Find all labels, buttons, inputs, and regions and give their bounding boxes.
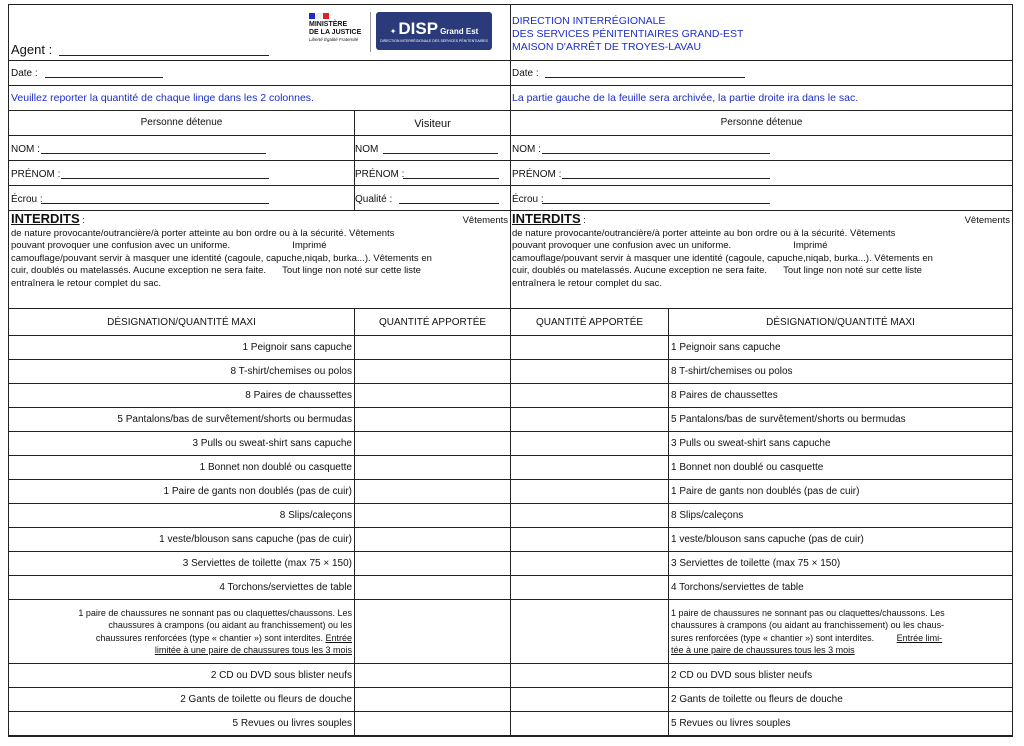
shoes-line2: chaussures à crampons (ou aidant au franchissement) ou les	[108, 620, 352, 630]
marianne-flag-icon	[309, 13, 371, 19]
detenu-prenom-row	[511, 161, 1012, 186]
shoes-line1: 1 paire de chaussures ne sonnant pas ou claquettes/chaussons. Les	[78, 607, 352, 618]
item-designation: 3 Pulls ou sweat-shirt sans capuche	[669, 432, 1013, 456]
shoes-line1: 1 paire de chaussures ne sonnant pas ou claquettes/chaussons. Les	[671, 607, 945, 618]
shoes-line3-underline: Entrée limi-	[896, 632, 943, 643]
prenom-label: PRÉNOM :	[512, 169, 562, 180]
item-designation-shoes	[669, 600, 1013, 664]
visiteur-nom-input-line[interactable]	[383, 143, 498, 154]
item-designation: 1 Peignoir sans capuche	[9, 336, 355, 360]
item-designation: 3 Serviettes de toilette (max 75 × 150)	[669, 552, 1013, 576]
instructions-left: Veuillez reporter la quantité de chaque linge dans les 2 colonnes.	[11, 92, 314, 104]
item-designation: 4 Torchons/serviettes de table	[669, 576, 1013, 600]
item-designation: 2 Gants de toilette ou fleurs de douche	[669, 688, 1013, 712]
quantity-cell[interactable]	[511, 552, 669, 576]
item-designation: 2 CD ou DVD sous blister neufs	[9, 664, 355, 688]
right-instructions	[511, 86, 1012, 111]
shoes-line4-underline: limitée à une paire de chaussures tous les 3 mois	[154, 645, 352, 655]
shoes-line3-underline: Entrée	[325, 632, 352, 643]
shoes-line4-underline: tée à une paire de chaussures tous les 3 mois	[671, 645, 855, 655]
quantity-cell[interactable]	[355, 480, 511, 504]
quantity-cell[interactable]	[511, 576, 669, 600]
item-designation: 8 Paires de chaussettes	[9, 384, 355, 408]
quantity-cell[interactable]	[511, 384, 669, 408]
quantity-cell[interactable]	[355, 432, 511, 456]
item-designation-shoes	[9, 600, 355, 664]
prenom-label: PRÉNOM :	[11, 169, 61, 180]
right-interdits	[511, 211, 1012, 309]
quantity-cell[interactable]	[355, 688, 511, 712]
date-label: Date :	[11, 68, 38, 79]
interdits-colon: :	[583, 215, 586, 226]
left-date-row	[9, 61, 510, 86]
interdits-line3: camouflage/pouvant servir à masquer une identité (cagoule, capuche,niqab, burka...). Vêtements en	[11, 252, 432, 264]
visiteur-nom-label: NOM	[355, 144, 379, 155]
left-instructions	[9, 86, 510, 111]
interdits-imprime: Imprimé	[793, 240, 828, 251]
date-input-line[interactable]	[545, 67, 745, 78]
detenu-ecrou-row	[511, 186, 1012, 211]
item-designation: 8 T-shirt/chemises ou polos	[669, 360, 1013, 384]
item-designation: 8 Paires de chaussettes	[669, 384, 1013, 408]
quantity-cell[interactable]	[355, 576, 511, 600]
left-form	[8, 4, 511, 737]
quantity-cell[interactable]	[511, 360, 669, 384]
item-designation: 3 Serviettes de toilette (max 75 × 150)	[9, 552, 355, 576]
item-designation: 1 Paire de gants non doublés (pas de cuir)	[9, 480, 355, 504]
quantity-cell[interactable]	[511, 336, 669, 360]
nom-label: NOM :	[512, 144, 541, 155]
disp-logo	[376, 12, 492, 50]
instructions-right: La partie gauche de la feuille sera archivée, la partie droite ira dans le sac.	[512, 92, 859, 104]
quantity-cell[interactable]	[511, 664, 669, 688]
item-designation: 5 Pantalons/bas de survêtement/shorts ou bermudas	[669, 408, 1013, 432]
quantity-cell[interactable]	[355, 360, 511, 384]
direction-line1: DIRECTION INTERRÉGIONALE	[512, 15, 666, 27]
col-designation-header: DÉSIGNATION/QUANTITÉ MAXI	[9, 309, 355, 336]
interdits-colon: :	[82, 215, 85, 226]
shoes-line3: chaussures renforcées (type « chantier ») sont interdites.	[95, 632, 323, 643]
interdits-line2: pouvant provoquer une confusion avec un uniforme.	[11, 240, 231, 251]
left-interdits	[9, 211, 510, 309]
left-items-table	[8, 308, 511, 736]
visiteur-prenom-row	[355, 161, 510, 186]
item-designation: 2 Gants de toilette ou fleurs de douche	[9, 688, 355, 712]
item-designation: 4 Torchons/serviettes de table	[9, 576, 355, 600]
quantity-cell[interactable]	[511, 600, 669, 664]
quantity-cell[interactable]	[355, 552, 511, 576]
visiteur-qualite-row	[355, 186, 510, 210]
visiteur-nom-row	[355, 136, 510, 161]
detenu-nom-row	[9, 136, 354, 161]
item-designation: 1 Peignoir sans capuche	[669, 336, 1013, 360]
interdits-vetements: Vêtements	[462, 215, 508, 226]
ecrou-input-line[interactable]	[41, 193, 269, 204]
prenom-input-line[interactable]	[562, 168, 770, 179]
disp-star-icon: ✦	[389, 26, 397, 36]
detenu-title: Personne détenue	[9, 111, 354, 136]
agent-label: Agent :	[11, 42, 53, 57]
interdits-title: INTERDITS	[11, 211, 80, 226]
ministry-logo	[309, 13, 371, 42]
shoes-line2: chaussures à crampons (ou aidant au franchissement) ou les chaus-	[671, 620, 945, 630]
detenu-col	[9, 111, 355, 210]
quantity-cell[interactable]	[511, 688, 669, 712]
interdits-vetements: Vêtements	[964, 215, 1010, 226]
interdits-line3: camouflage/pouvant servir à masquer une identité (cagoule, capuche,niqab, burka...). Vêtements en	[512, 252, 933, 264]
left-identity	[9, 111, 510, 211]
quantity-cell[interactable]	[355, 384, 511, 408]
quantity-cell[interactable]	[355, 504, 511, 528]
ecrou-label: Écrou :	[11, 194, 43, 205]
quantity-cell[interactable]	[511, 712, 669, 736]
visiteur-title: Visiteur	[355, 111, 510, 136]
quantity-cell[interactable]	[355, 600, 511, 664]
right-items-table	[510, 308, 1013, 736]
visiteur-prenom-label: PRÉNOM :	[355, 169, 405, 180]
quantity-cell[interactable]	[355, 712, 511, 736]
item-designation: 1 veste/blouson sans capuche (pas de cuir)	[9, 528, 355, 552]
ecrou-input-line[interactable]	[542, 193, 770, 204]
item-designation: 1 veste/blouson sans capuche (pas de cuir)	[669, 528, 1013, 552]
visiteur-col	[355, 111, 510, 210]
item-designation: 5 Pantalons/bas de survêtement/shorts ou bermudas	[9, 408, 355, 432]
direction-line3: MAISON D'ARRÊT DE TROYES-LAVAU	[512, 41, 702, 53]
quantity-cell[interactable]	[355, 664, 511, 688]
shoes-line3: sures renforcées (type « chantier ») sont interdites.	[671, 632, 875, 643]
item-designation: 1 Bonnet non doublé ou casquette	[9, 456, 355, 480]
nom-label: NOM :	[11, 144, 40, 155]
interdits-imprime: Imprimé	[292, 240, 327, 251]
interdits-line5: entraînera le retour complet du sac.	[512, 277, 662, 289]
disp-logo-text: DISP	[398, 18, 439, 38]
interdits-line4b: Tout linge non noté sur cette liste	[783, 265, 922, 276]
quantity-cell[interactable]	[511, 528, 669, 552]
right-header	[511, 5, 1012, 61]
detenu-ecrou-row	[9, 186, 354, 210]
detenu-nom-row	[511, 136, 1012, 161]
right-date-row	[511, 61, 1012, 86]
quantity-cell[interactable]	[511, 408, 669, 432]
date-label: Date :	[512, 68, 539, 79]
ministry-line2: DE LA JUSTICE	[309, 29, 362, 36]
item-designation: 1 Bonnet non doublé ou casquette	[669, 456, 1013, 480]
logo-divider	[370, 12, 371, 52]
quantity-cell[interactable]	[355, 408, 511, 432]
interdits-title: INTERDITS	[512, 211, 581, 226]
qualite-input-line[interactable]	[399, 193, 499, 204]
item-designation: 8 T-shirt/chemises ou polos	[9, 360, 355, 384]
left-header	[9, 5, 510, 61]
interdits-line1: de nature provocante/outrancière/à porter atteinte au bon ordre ou à la sécurité. Vêtements	[512, 227, 896, 239]
date-input-line[interactable]	[45, 67, 163, 78]
visiteur-prenom-input-line[interactable]	[403, 168, 499, 179]
item-designation: 5 Revues ou livres souples	[669, 712, 1013, 736]
disp-logo-sub: Grand Est	[440, 26, 479, 36]
item-designation: 8 Slips/caleçons	[9, 504, 355, 528]
interdits-line1: de nature provocante/outrancière/à porter atteinte au bon ordre ou à la sécurité. Vêtements	[11, 227, 395, 239]
interdits-line4a: cuir, doublés ou matelassés. Aucune exception ne sera faite.	[11, 265, 267, 276]
quantity-cell[interactable]	[355, 456, 511, 480]
quantity-cell[interactable]	[511, 456, 669, 480]
quantity-cell[interactable]	[355, 336, 511, 360]
agent-input-line[interactable]	[59, 45, 269, 56]
right-form	[511, 4, 1013, 737]
col-designation-header: DÉSIGNATION/QUANTITÉ MAXI	[669, 309, 1013, 336]
interdits-line5: entraînera le retour complet du sac.	[11, 277, 161, 289]
item-designation: 2 CD ou DVD sous blister neufs	[669, 664, 1013, 688]
interdits-line4a: cuir, doublés ou matelassés. Aucune exception ne sera faite.	[512, 265, 768, 276]
qualite-label: Qualité :	[355, 194, 393, 205]
interdits-line2: pouvant provoquer une confusion avec un uniforme.	[512, 240, 732, 251]
ministry-motto: Liberté Égalité Fraternité	[309, 37, 359, 42]
col-quantite-header: QUANTITÉ APPORTÉE	[355, 309, 511, 336]
ministry-line1: MINISTÈRE	[309, 21, 348, 28]
quantity-cell[interactable]	[511, 504, 669, 528]
col-quantite-header: QUANTITÉ APPORTÉE	[511, 309, 669, 336]
nom-input-line[interactable]	[41, 143, 266, 154]
detenu-title: Personne détenue	[511, 111, 1012, 136]
item-designation: 1 Paire de gants non doublés (pas de cuir)	[669, 480, 1013, 504]
item-designation: 8 Slips/caleçons	[669, 504, 1013, 528]
detenu-prenom-row	[9, 161, 354, 186]
quantity-cell[interactable]	[355, 528, 511, 552]
item-designation: 3 Pulls ou sweat-shirt sans capuche	[9, 432, 355, 456]
nom-input-line[interactable]	[542, 143, 770, 154]
direction-line2: DES SERVICES PÉNITENTIAIRES GRAND-EST	[512, 28, 744, 40]
ecrou-label: Écrou :	[512, 194, 544, 205]
quantity-cell[interactable]	[511, 480, 669, 504]
quantity-cell[interactable]	[511, 432, 669, 456]
item-designation: 5 Revues ou livres souples	[9, 712, 355, 736]
interdits-line4b: Tout linge non noté sur cette liste	[282, 265, 421, 276]
disp-logo-tagline: DIRECTION INTERRÉGIONALE DES SERVICES PÉNITENTIAIRES	[380, 38, 488, 43]
prenom-input-line[interactable]	[61, 168, 269, 179]
